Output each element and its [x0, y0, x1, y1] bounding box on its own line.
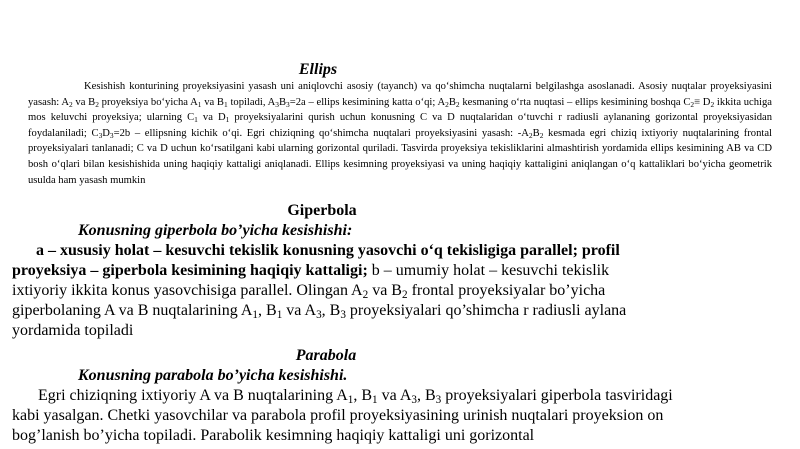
ellips-heading: Ellips	[298, 61, 338, 78]
parabola-paragraph: Egri chiziqning ixtiyoriy A va B nuqtalarining $A_1$, $B_1$ va $A_3$, $B_3$ proyeksiyalari giperbola tasviridagi kabi yasalgan. Chetki yasovchilar va parabola profil proyeksiyasining urinish nuqtalari proyeksion on bog’lanish bo’yicha topiladi. Parabolik kesimning haqiqiy kattaligi uni gorizontal	[12, 387, 673, 444]
ellips-paragraph	[28, 79, 772, 188]
giperbola-heading: Giperbola	[287, 202, 357, 219]
parabola-heading: Parabola	[295, 347, 357, 364]
giperbola-subtitle: Konusning giperbola bo’yicha kesishishi:	[78, 222, 353, 239]
parabola-subtitle: Konusning parabola bo’yicha kesishishi.	[78, 367, 348, 384]
giperbola-bold-text: a – xususiy holat – kesuvchi tekislik konusning yasovchi o‘q tekisligiga parallel; profil proyeksiya – giperbola kesimining haqiqiy kattaligi;	[12, 242, 620, 279]
ellips-text: Kesishish konturining proyeksiyasini yasash uni aniqlovchi asosiy (tayanch) va qo‘shimcha nuqtalarni belgilashga asoslanadi. Asosiy nuqtalar proyeksiyasini yasash: $A_2$ va $B_2$ proyeksiya bo‘yicha $A_1$ va $B_1$ topiladi, $A_3B_3=2a$ – ellips kesimining katta o‘qi; $A_2B_2$ kesmaning o‘rta nuqtasi – ellips kesimining boshqa $C_2\equiv D_2$ ikkita uchiga mos keluvchi proyeksiya; ularning $C_1$ va $D_1$ proyeksiyalarini qurish uchun konusning C va D nuqtalaridan o‘tuvchi r radiusli aylananing gorizontal proyeksiyasidan foydalaniladi; $C_3D_3=2b$ – ellipsning kichik o‘qi. Egri chiziqning qo‘shimcha nuqtalari proyeksiyasini yasash: $-A_2B_2$ kesmada egri chiziq ixtiyoriy nuqtalarining frontal proyeksiyalari tanlanadi; C va D uchun ko‘rsatilgani kabi ularning gorizontal quriladi. Tasvirda proyeksiya tekisliklarini almashtirish yordamida ellips kesimining AB va CD bosh o‘qlari bilan kesishishida uning haqiqiy kattaligi aniqlanadi. Ellips kesimning proyeksiyasi va uning haqiqiy kattaligini aniqlangan o‘q kattaliklari bo‘yicha geometrik usulda ham yasash mumkin	[28, 81, 772, 186]
giperbola-paragraph	[12, 241, 662, 341]
giperbola-text: b – umumiy holat – kesuvchi tekislik ixtiyoriy ikkita konus yasovchisiga parallel. Olingan $A_2$ va $B_2$ frontal proyeksiyalar bo’yicha giperbolaning A va B nuqtalarining $A_1$, $B_1$ va $A_3$, $B_3$ proyeksiyalari qo’shimcha r radiusli aylana yordamida topiladi	[12, 262, 627, 339]
